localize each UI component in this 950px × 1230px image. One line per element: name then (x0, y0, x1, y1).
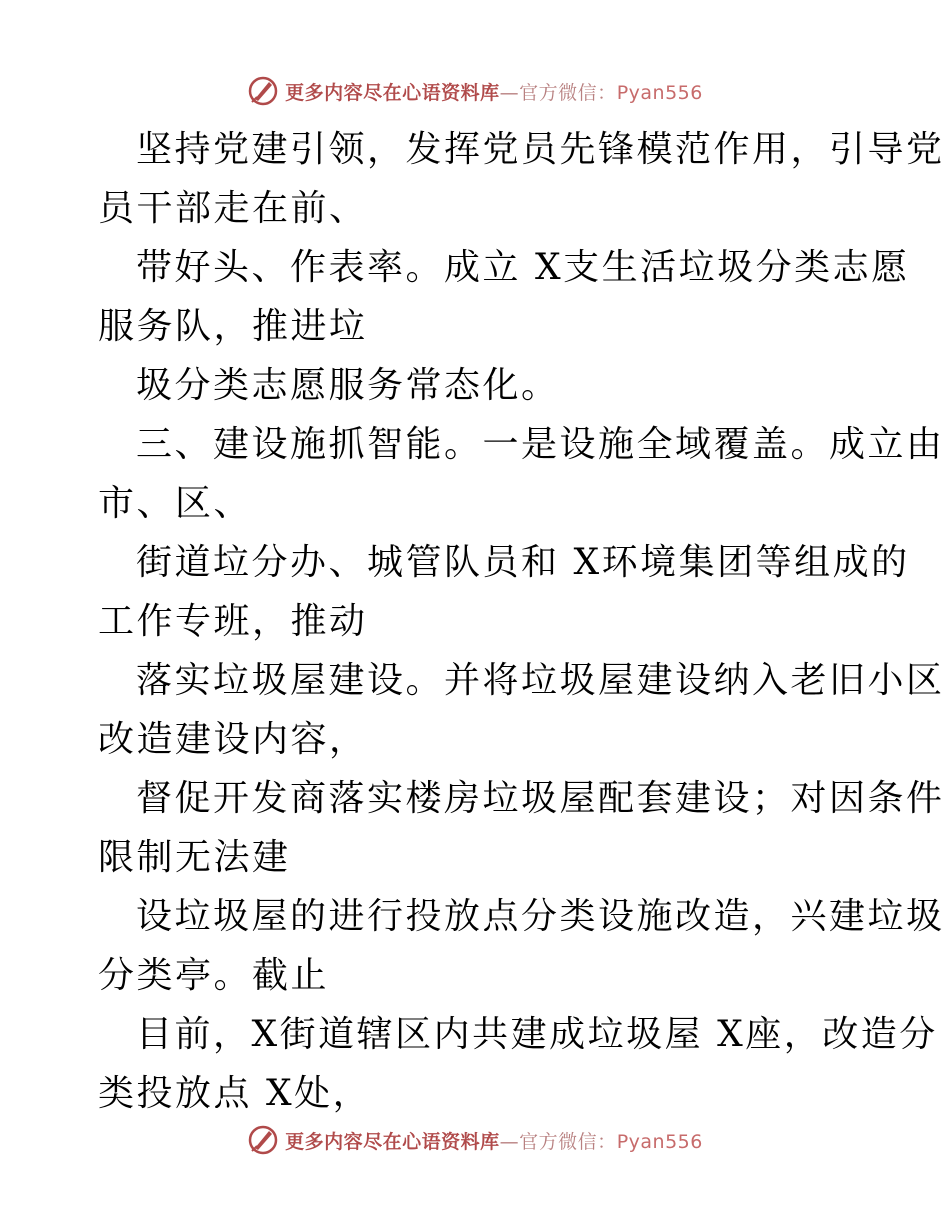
text-line: 市、区、 (98, 483, 253, 524)
watermark-id: Pyan556 (616, 1130, 703, 1153)
text-line: 街道垃分办、城管队员和 X环境集团等组成的 (136, 542, 910, 583)
watermark-label: 官方微信： (519, 81, 617, 104)
watermark-separator: — (499, 81, 520, 104)
text-line: 三、建设施抓智能。一是设施全域覆盖。成立由 (136, 424, 945, 465)
text-line: 员干部走在前、 (98, 188, 368, 229)
watermark-title: 更多内容尽在心语资料库 (285, 1130, 500, 1153)
quill-pen-in-circle-icon (247, 1124, 279, 1156)
watermark-title: 更多内容尽在心语资料库 (285, 81, 500, 104)
watermark-id: Pyan556 (616, 81, 703, 104)
document-body (98, 120, 945, 1123)
watermark-label: 官方微信： (519, 1130, 617, 1153)
text-line: 督促开发商落实楼房垃圾屋配套建设；对因条件 (136, 778, 945, 819)
text-line: 坚持党建引领，发挥党员先锋模范作用，引导党 (136, 129, 945, 170)
quill-pen-in-circle-icon (247, 75, 279, 107)
footer-watermark (0, 1120, 950, 1160)
text-line: 限制无法建 (98, 837, 291, 878)
text-line: 带好头、作表率。成立 X支生活垃圾分类志愿 (136, 247, 910, 288)
watermark-separator: — (499, 1130, 520, 1153)
header-watermark (0, 71, 950, 111)
text-line: 落实垃圾屋建设。并将垃圾屋建设纳入老旧小区 (136, 660, 945, 701)
text-line: 圾分类志愿服务常态化。 (136, 365, 560, 406)
text-line: 目前，X街道辖区内共建成垃圾屋 X座，改造分 (136, 1014, 938, 1055)
text-line: 工作专班，推动 (98, 601, 368, 642)
text-line: 服务队，推进垃 (98, 306, 368, 347)
text-line: 改造建设内容， (98, 719, 368, 760)
text-line: 类投放点 X处， (98, 1073, 372, 1114)
text-line: 分类亭。截止 (98, 955, 330, 996)
text-line: 设垃圾屋的进行投放点分类设施改造，兴建垃圾 (136, 896, 945, 937)
